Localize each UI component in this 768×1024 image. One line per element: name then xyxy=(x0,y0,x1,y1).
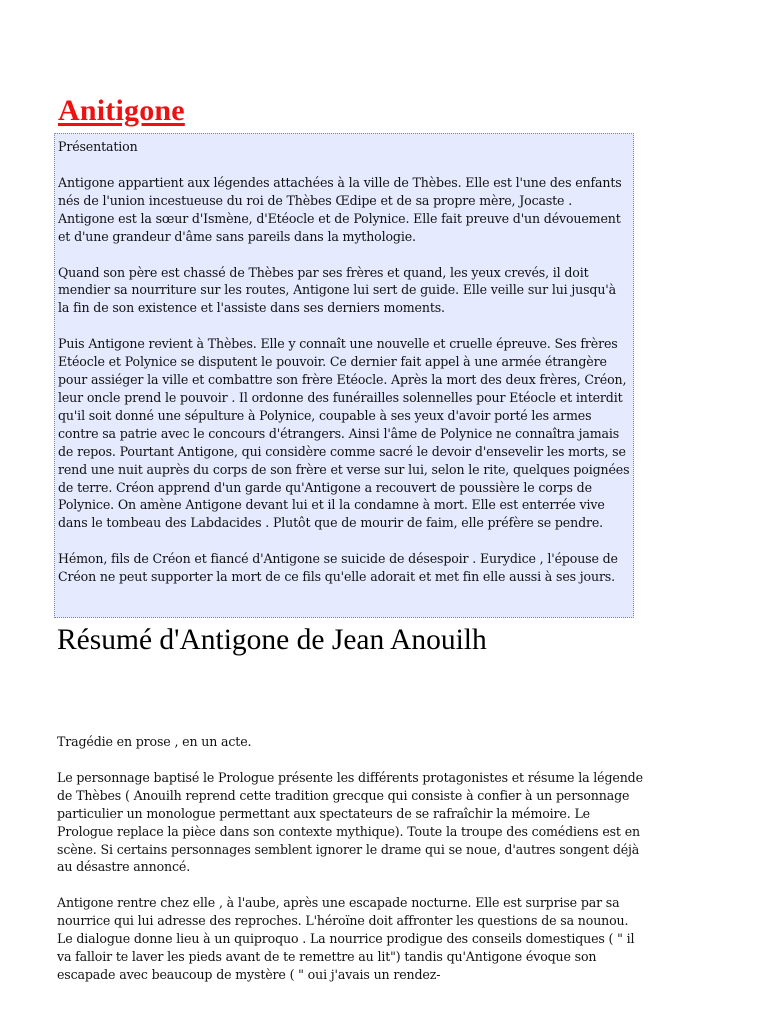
page-title: Anitigone xyxy=(58,94,185,127)
presentation-paragraph-3: Puis Antigone revient à Thèbes. Elle y connaît une nouvelle et cruelle épreuve. Ses frères Etéocle et Polynice se disputent le pouvoir. Ce dernier fait appel à une armée étrangère pour assiéger la ville et combattre son frère Etéocle. Après la mort des deux frères, Créon, leur oncle prend le pouvoir . Il ordonne des funérailles solennelles pour Etéocle et interdit qu'il soit donné une sépulture à Polynice, coupable à ses yeux d'avoir porté les armes contre sa patrie avec le concours d'étrangers. Ainsi l'âme de Polynice ne connaîtra jamais de repos. Pourtant Antigone, qui considère comme sacré le devoir d'ensevelir les morts, se rend une nuit auprès du corps de son frère et verse sur lui, selon le rite, quelques poignées de terre. Créon apprend d'un garde qu'Antigone a recouvert de poussière le corps de Polynice. On amène Antigone devant lui et il la condamne à mort. Elle est enterrée vive dans le tombeau des Labdacides . Plutôt que de mourir de faim, elle préfère se pendre. xyxy=(58,336,630,531)
resume-paragraph-2: Le personnage baptisé le Prologue présente les différents protagonistes et résume la légende de Thèbes ( Anouilh reprend cette tradition grecque qui consiste à confier à un personnage particulier un monologue permettant aux spectateurs de se rafraîchir la mémoire. Le Prologue replace la pièce dans son contexte mythique). Toute la troupe des comédiens est en scène. Si certains personnages semblent ignorer le drame qui se noue, d'autres songent déjà au désastre annoncé. xyxy=(57,769,643,875)
presentation-label: Présentation xyxy=(58,139,138,154)
resume-body xyxy=(57,733,647,1002)
resume-paragraph-1: Tragédie en prose , en un acte. xyxy=(57,734,252,749)
presentation-box xyxy=(54,133,634,618)
resume-paragraph-3: Antigone rentre chez elle , à l'aube, après une escapade nocturne. Elle est surprise par sa nourrice qui lui adresse des reproches. L'héroïne doit affronter les questions de sa nounou. Le dialogue donne lieu à un quiproquo . La nourrice prodigue des conseils domestiques ( " il va falloir te laver les pieds avant de te remettre au lit") tandis qu'Antigone évoque son escapade avec beaucoup de mystère ( " oui j'avais un rendez- xyxy=(57,895,635,982)
presentation-paragraph-4: Hémon, fils de Créon et fiancé d'Antigone se suicide de désespoir . Eurydice , l'épouse de Créon ne peut supporter la mort de ce fils qu'elle adorait et met fin elle aussi à ses jours. xyxy=(58,551,618,585)
presentation-paragraph-1: Antigone appartient aux légendes attachées à la ville de Thèbes. Elle est l'une des enfants nés de l'union incestueuse du roi de Thèbes Œdipe et de sa propre mère, Jocaste . Antigone est la sœur d'Ismène, d'Etéocle et de Polynice. Elle fait preuve d'un dévouement et d'une grandeur d'âme sans pareils dans la mythologie. xyxy=(58,174,622,244)
resume-heading: Résumé d'Antigone de Jean Anouilh xyxy=(57,624,487,656)
presentation-paragraph-2: Quand son père est chassé de Thèbes par ses frères et quand, les yeux crevés, il doit mendier sa nourriture sur les routes, Antigone lui sert de guide. Elle veille sur lui jusqu'à la fin de son existence et l'assiste dans ses derniers moments. xyxy=(58,264,616,316)
